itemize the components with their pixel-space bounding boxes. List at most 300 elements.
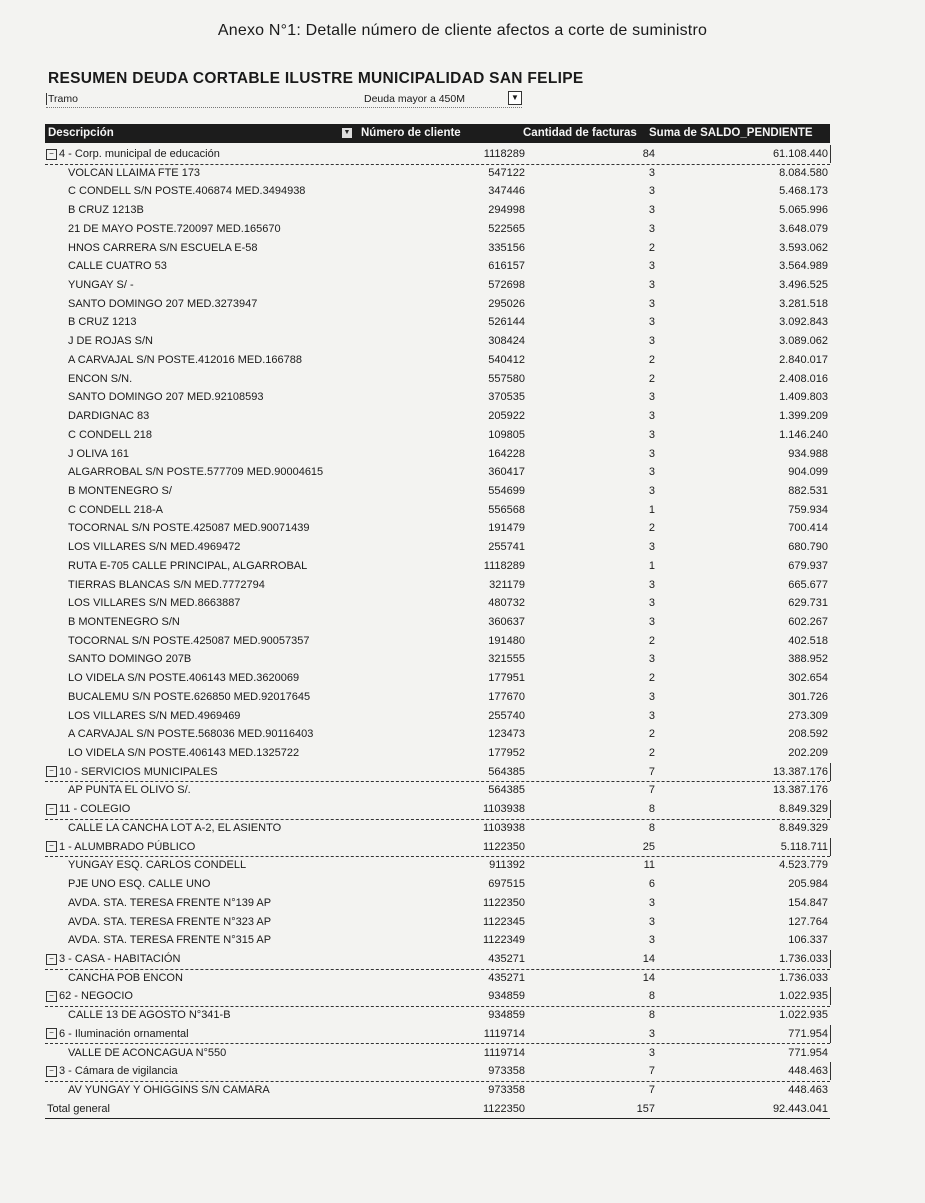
row-description	[68, 276, 134, 294]
client-number-cell: 1122350	[482, 1102, 525, 1115]
client-number-cell: 556568	[488, 503, 525, 516]
table-row	[45, 313, 830, 332]
pending-balance-cell: 700.414	[788, 522, 828, 535]
invoice-count-cell: 84	[642, 148, 655, 160]
row-label: LOS VILLARES S/N MED.4969469	[68, 709, 241, 722]
pending-balance-cell: 402.518	[788, 634, 828, 647]
invoice-count-cell: 1	[648, 503, 655, 516]
row-label: 21 DE MAYO POSTE.720097 MED.165670	[68, 222, 281, 235]
row-label: VOLCAN LLAIMA FTE 173	[68, 166, 201, 179]
pending-balance-cell: 771.954	[788, 1046, 828, 1059]
row-description	[68, 819, 281, 837]
client-number-cell: 191479	[488, 522, 525, 535]
pending-balance-cell: 1.736.033	[725, 950, 831, 968]
row-description	[68, 632, 310, 650]
client-number-cell: 294998	[488, 204, 525, 217]
filter-value: Deuda mayor a 450M	[364, 93, 465, 105]
pending-balance-cell: 302.654	[788, 672, 828, 685]
row-description	[68, 388, 263, 406]
row-description	[68, 781, 191, 799]
pending-balance-cell: 127.764	[788, 915, 828, 928]
filter-icon[interactable]: ▼	[343, 129, 351, 136]
pending-balance-cell: 5.065.996	[779, 204, 828, 217]
row-description	[68, 313, 136, 331]
invoice-count-cell: 2	[648, 372, 655, 385]
row-label: 6 - Iluminación ornamental	[59, 1027, 189, 1040]
row-description	[68, 1044, 226, 1062]
pending-balance-cell: 2.408.016	[779, 372, 828, 385]
group-row	[45, 763, 830, 783]
invoice-count-cell: 14	[642, 971, 655, 984]
collapse-icon[interactable]: −	[46, 841, 57, 852]
table-row	[45, 257, 830, 276]
row-description	[46, 838, 195, 856]
row-description	[68, 688, 310, 706]
pending-balance-cell: 4.523.779	[779, 859, 828, 872]
table-row	[45, 501, 830, 520]
row-label: AP PUNTA EL OLIVO S/.	[68, 784, 191, 797]
pending-balance-cell: 3.092.843	[779, 316, 828, 329]
row-label: SANTO DOMINGO 207B	[68, 653, 192, 666]
pending-balance-cell: 8.849.329	[779, 821, 828, 834]
row-description	[68, 894, 271, 912]
invoice-count-cell: 157	[636, 1102, 655, 1115]
table-row	[45, 482, 830, 501]
row-label: AVDA. STA. TERESA FRENTE N°315 AP	[68, 934, 272, 947]
invoice-count-cell: 14	[642, 952, 655, 965]
pending-balance-cell: 1.736.033	[779, 971, 828, 984]
table-row	[45, 426, 830, 445]
invoice-count-cell: 7	[648, 1065, 655, 1078]
table-row	[45, 707, 830, 726]
client-number-cell: 123473	[488, 728, 525, 741]
filter-label: Tramo	[48, 93, 78, 105]
pending-balance-cell: 934.988	[788, 447, 828, 460]
pending-balance-cell: 759.934	[788, 503, 828, 516]
invoice-count-cell: 3	[648, 447, 655, 460]
pending-balance-cell: 3.648.079	[779, 222, 828, 235]
pending-balance-cell: 154.847	[788, 896, 828, 909]
row-label: TIERRAS BLANCAS S/N MED.7772794	[68, 578, 265, 591]
pending-balance-cell: 106.337	[788, 934, 828, 947]
pending-balance-cell: 13.387.176	[772, 784, 828, 797]
pending-balance-cell: 665.677	[788, 578, 828, 591]
pending-balance-cell: 629.731	[788, 597, 828, 610]
client-number-cell: 255741	[488, 541, 525, 554]
row-description	[46, 1062, 178, 1080]
table-row	[45, 856, 830, 875]
client-number-cell: 554699	[488, 484, 525, 497]
row-description	[68, 445, 129, 463]
invoice-count-cell: 3	[648, 541, 655, 554]
invoice-count-cell: 3	[648, 410, 655, 423]
row-label: DARDIGNAC 83	[68, 410, 150, 423]
row-label: AVDA. STA. TERESA FRENTE N°139 AP	[68, 896, 272, 909]
row-label: AVDA. STA. TERESA FRENTE N°323 AP	[68, 915, 272, 928]
header-client-number: Número de cliente	[361, 127, 461, 139]
client-number-cell: 973358	[488, 1084, 525, 1096]
pending-balance-cell: 904.099	[788, 466, 828, 479]
invoice-count-cell: 11	[643, 859, 655, 872]
table-row	[45, 1006, 830, 1025]
group-row	[45, 1025, 830, 1045]
client-number-cell: 308424	[488, 335, 525, 348]
invoice-count-cell: 3	[648, 690, 655, 703]
client-number-cell: 435271	[488, 971, 525, 984]
table-row	[45, 538, 830, 557]
invoice-count-cell: 3	[648, 185, 655, 198]
pending-balance-cell: 5.118.711	[725, 838, 831, 856]
table-row	[45, 744, 830, 763]
client-number-cell: 1122349	[482, 934, 525, 947]
row-label: B CRUZ 1213	[68, 316, 137, 329]
row-label: C CONDELL 218	[68, 428, 152, 441]
pending-balance-cell: 448.463	[725, 1062, 831, 1080]
table-row	[45, 594, 830, 613]
row-label: CANCHA POB ENCON	[68, 971, 183, 984]
table-row	[45, 894, 830, 913]
invoice-count-cell: 2	[648, 672, 655, 685]
client-number-cell: 1119714	[483, 1027, 525, 1040]
row-label: 10 - SERVICIOS MUNICIPALES	[59, 765, 218, 778]
client-number-cell: 109805	[488, 428, 525, 441]
invoice-count-cell: 3	[648, 335, 655, 348]
row-description	[68, 744, 299, 762]
collapse-icon[interactable]: −	[46, 991, 57, 1002]
client-number-cell: 540412	[488, 353, 525, 366]
pending-balance-cell: 680.790	[788, 541, 828, 554]
row-label: B CRUZ 1213B	[68, 204, 144, 217]
table-row	[45, 875, 830, 894]
pending-balance-cell: 5.468.173	[779, 185, 828, 198]
invoice-count-cell: 3	[648, 484, 655, 497]
invoice-count-cell: 8	[648, 990, 655, 1003]
total-row	[45, 1100, 830, 1120]
collapse-icon[interactable]: −	[46, 804, 57, 815]
row-label: SANTO DOMINGO 207 MED.3273947	[68, 297, 258, 310]
invoice-count-cell: 7	[648, 784, 655, 797]
invoice-count-cell: 2	[648, 353, 655, 366]
pending-balance-cell: 679.937	[788, 559, 828, 572]
row-description	[68, 332, 153, 350]
report-title: RESUMEN DEUDA CORTABLE ILUSTRE MUNICIPALIDAD SAN FELIPE	[48, 70, 584, 87]
table-row	[45, 201, 830, 220]
row-label: ENCON S/N.	[68, 372, 133, 385]
table-row	[45, 182, 830, 201]
client-number-cell: 435271	[488, 952, 525, 965]
client-number-cell: 616157	[488, 260, 525, 273]
row-label: J OLIVA 161	[68, 447, 129, 460]
table-row	[45, 407, 830, 426]
collapse-icon[interactable]: −	[46, 954, 57, 965]
pending-balance-cell: 13.387.176	[725, 763, 831, 781]
row-description	[68, 669, 299, 687]
row-description	[68, 407, 149, 425]
collapse-icon[interactable]: −	[46, 1028, 57, 1039]
invoice-count-cell: 25	[642, 840, 655, 853]
client-number-cell: 1118289	[483, 559, 525, 572]
table-row	[45, 220, 830, 239]
row-label: C CONDELL S/N POSTE.406874 MED.3494938	[68, 185, 306, 198]
row-description	[68, 875, 210, 893]
row-label: B MONTENEGRO S/	[68, 484, 172, 497]
client-number-cell: 480732	[488, 597, 525, 610]
invoice-count-cell: 3	[648, 204, 655, 217]
row-description	[68, 351, 302, 369]
row-label: A CARVAJAL S/N POSTE.568036 MED.90116403	[68, 728, 314, 741]
client-number-cell: 191480	[488, 634, 525, 647]
row-label: LOS VILLARES S/N MED.4969472	[68, 541, 241, 554]
row-label: 1 - ALUMBRADO PÚBLICO	[59, 840, 196, 853]
invoice-count-cell: 3	[648, 1027, 655, 1040]
row-description	[68, 519, 310, 537]
invoice-count-cell: 8	[648, 1009, 655, 1022]
row-description	[68, 707, 240, 725]
row-label: TOCORNAL S/N POSTE.425087 MED.90057357	[68, 634, 310, 647]
annex-title: Anexo N°1: Detalle número de cliente afectos a corte de suministro	[217, 22, 708, 39]
table-row	[45, 725, 830, 744]
row-description	[46, 800, 130, 818]
row-description	[68, 1081, 270, 1099]
row-description	[46, 1025, 189, 1043]
client-number-cell: 1103938	[482, 803, 525, 816]
pivot-filter	[46, 93, 522, 108]
row-description	[47, 1100, 110, 1118]
invoice-count-cell: 7	[648, 765, 655, 778]
table-row	[45, 388, 830, 407]
pending-balance-cell: 61.108.440	[725, 145, 831, 163]
client-number-cell: 164228	[488, 447, 525, 460]
client-number-cell: 1118289	[483, 148, 525, 160]
invoice-count-cell: 1	[648, 559, 655, 572]
table-row	[45, 613, 830, 632]
client-number-cell: 547122	[488, 166, 525, 179]
filter-dropdown-icon[interactable]: ▼	[508, 91, 522, 105]
client-number-cell: 321555	[488, 653, 525, 666]
row-label: A CARVAJAL S/N POSTE.412016 MED.166788	[68, 353, 302, 366]
invoice-count-cell: 3	[648, 260, 655, 273]
client-number-cell: 177952	[488, 747, 525, 760]
invoice-count-cell: 3	[648, 934, 655, 947]
client-number-cell: 321179	[489, 578, 525, 591]
table-row	[45, 1081, 830, 1100]
table-row	[45, 519, 830, 538]
table-row	[45, 351, 830, 370]
table-row	[45, 576, 830, 595]
row-description	[68, 650, 191, 668]
client-number-cell: 177670	[488, 690, 525, 703]
row-description	[68, 239, 258, 257]
row-label: YUNGAY ESQ. CARLOS CONDELL	[68, 859, 247, 872]
row-description	[46, 145, 220, 163]
invoice-count-cell: 3	[648, 915, 655, 928]
pending-balance-cell: 3.496.525	[779, 279, 828, 292]
invoice-count-cell: 3	[648, 466, 655, 479]
row-description	[68, 538, 240, 556]
row-description	[68, 182, 305, 200]
pending-balance-cell: 8.084.580	[779, 166, 828, 179]
invoice-count-cell: 2	[648, 728, 655, 741]
group-row	[45, 1062, 830, 1082]
pending-balance-cell: 301.726	[788, 690, 828, 703]
row-description	[68, 613, 180, 631]
pending-balance-cell: 205.984	[788, 878, 828, 891]
pending-balance-cell: 202.209	[788, 747, 828, 760]
client-number-cell: 911392	[489, 859, 525, 872]
row-label: 3 - Cámara de vigilancia	[59, 1065, 178, 1078]
client-number-cell: 526144	[488, 316, 525, 329]
row-description	[68, 164, 200, 182]
row-label: Total general	[47, 1102, 110, 1115]
row-label: VALLE DE ACONCAGUA N°550	[68, 1046, 227, 1059]
row-label: TOCORNAL S/N POSTE.425087 MED.90071439	[68, 522, 310, 535]
client-number-cell: 347446	[488, 185, 525, 198]
row-label: 4 - Corp. municipal de educación	[59, 148, 220, 160]
invoice-count-cell: 6	[648, 878, 655, 891]
pending-balance-cell: 3.564.989	[779, 260, 828, 273]
client-number-cell: 335156	[488, 241, 525, 254]
table-row	[45, 295, 830, 314]
group-row	[45, 838, 830, 858]
row-description	[68, 969, 183, 987]
row-label: CALLE LA CANCHA LOT A-2, EL ASIENTO	[68, 821, 282, 834]
table-row	[45, 557, 830, 576]
client-number-cell: 564385	[488, 784, 525, 797]
pending-balance-cell: 602.267	[788, 616, 828, 628]
invoice-count-cell: 2	[648, 241, 655, 254]
client-number-cell: 572698	[488, 279, 525, 292]
client-number-cell: 557580	[488, 372, 525, 385]
client-number-cell: 255740	[488, 709, 525, 722]
row-label: 11 - COLEGIO	[59, 803, 131, 816]
invoice-count-cell: 8	[648, 821, 655, 834]
pending-balance-cell: 771.954	[725, 1025, 831, 1043]
table-row	[45, 632, 830, 651]
row-description	[46, 987, 133, 1005]
row-label: CALLE CUATRO 53	[68, 260, 167, 273]
row-label: 3 - CASA - HABITACIÓN	[59, 952, 181, 965]
client-number-cell: 697515	[488, 878, 525, 891]
table-row	[45, 370, 830, 389]
client-number-cell: 564385	[488, 765, 525, 778]
row-description	[68, 426, 152, 444]
pending-balance-cell: 8.849.329	[725, 800, 831, 818]
pending-balance-cell: 1.022.935	[779, 1009, 828, 1022]
header-pending-balance: Suma de SALDO_PENDIENTE	[649, 127, 813, 139]
table-row	[45, 1044, 830, 1063]
row-label: 62 - NEGOCIO	[59, 990, 133, 1003]
invoice-count-cell: 3	[648, 297, 655, 310]
pending-balance-cell: 92.443.041	[772, 1102, 828, 1115]
row-description	[46, 763, 218, 781]
table-row	[45, 276, 830, 295]
invoice-count-cell: 3	[648, 279, 655, 292]
table-row	[45, 164, 830, 183]
pending-balance-cell: 1.399.209	[779, 410, 828, 423]
row-description	[68, 856, 246, 874]
pending-balance-cell: 3.281.518	[779, 297, 828, 310]
client-number-cell: 360417	[488, 466, 525, 479]
invoice-count-cell: 3	[648, 597, 655, 610]
row-description	[68, 725, 313, 743]
client-number-cell: 177951	[488, 672, 525, 685]
row-description	[68, 463, 323, 481]
client-number-cell: 934859	[488, 990, 525, 1003]
row-description	[68, 482, 172, 500]
table-row	[45, 650, 830, 669]
table-header	[45, 124, 830, 143]
pending-balance-cell: 882.531	[788, 484, 828, 497]
client-number-cell: 370535	[488, 391, 525, 404]
group-row	[45, 800, 830, 820]
row-label: HNOS CARRERA S/N ESCUELA E-58	[68, 241, 258, 254]
row-label: RUTA E-705 CALLE PRINCIPAL, ALGARROBAL	[68, 559, 308, 572]
row-label: AV YUNGAY Y OHIGGINS S/N CAMARA	[68, 1084, 270, 1096]
collapse-icon[interactable]: −	[46, 766, 57, 777]
collapse-icon[interactable]: −	[46, 149, 57, 160]
invoice-count-cell: 3	[648, 896, 655, 909]
client-number-cell: 973358	[488, 1065, 525, 1078]
pending-balance-cell: 1.146.240	[779, 428, 828, 441]
pending-balance-cell: 3.593.062	[779, 241, 828, 254]
table-row	[45, 931, 830, 950]
header-invoice-count: Cantidad de facturas	[523, 127, 637, 139]
row-description	[68, 576, 265, 594]
pending-balance-cell: 1.022.935	[725, 987, 831, 1005]
pending-balance-cell: 1.409.803	[779, 391, 828, 404]
collapse-icon[interactable]: −	[46, 1066, 57, 1077]
pending-balance-cell: 388.952	[788, 653, 828, 666]
row-description	[68, 501, 163, 519]
invoice-count-cell: 2	[648, 522, 655, 535]
row-description	[68, 220, 281, 238]
row-label: C CONDELL 218-A	[68, 503, 163, 516]
group-row	[45, 987, 830, 1007]
client-number-cell: 1122350	[482, 896, 525, 909]
client-number-cell: 934859	[488, 1009, 525, 1022]
row-description	[68, 370, 132, 388]
invoice-count-cell: 3	[648, 653, 655, 666]
invoice-count-cell: 3	[648, 616, 655, 628]
client-number-cell: 1122345	[482, 915, 525, 928]
table-row	[45, 332, 830, 351]
client-number-cell: 522565	[488, 222, 525, 235]
client-number-cell: 295026	[488, 297, 525, 310]
pending-balance-cell: 448.463	[788, 1084, 828, 1096]
table-row	[45, 688, 830, 707]
invoice-count-cell: 3	[648, 316, 655, 329]
invoice-count-cell: 3	[648, 222, 655, 235]
invoice-count-cell: 2	[648, 634, 655, 647]
row-label: YUNGAY S/ -	[68, 279, 134, 292]
row-description	[68, 1006, 231, 1024]
row-description	[68, 295, 257, 313]
table-row	[45, 239, 830, 258]
client-number-cell: 205922	[488, 410, 525, 423]
row-description	[68, 257, 167, 275]
row-label: LOS VILLARES S/N MED.8663887	[68, 597, 241, 610]
invoice-count-cell: 8	[648, 803, 655, 816]
invoice-count-cell: 2	[648, 747, 655, 760]
invoice-count-cell: 3	[648, 428, 655, 441]
invoice-count-cell: 3	[648, 1046, 655, 1059]
row-label: PJE UNO ESQ. CALLE UNO	[68, 878, 211, 891]
invoice-count-cell: 7	[648, 1084, 655, 1096]
row-label: LO VIDELA S/N POSTE.406143 MED.1325722	[68, 747, 300, 760]
header-description: Descripción	[48, 127, 114, 139]
group-row	[45, 950, 830, 970]
row-label: CALLE 13 DE AGOSTO N°341-B	[68, 1009, 231, 1022]
